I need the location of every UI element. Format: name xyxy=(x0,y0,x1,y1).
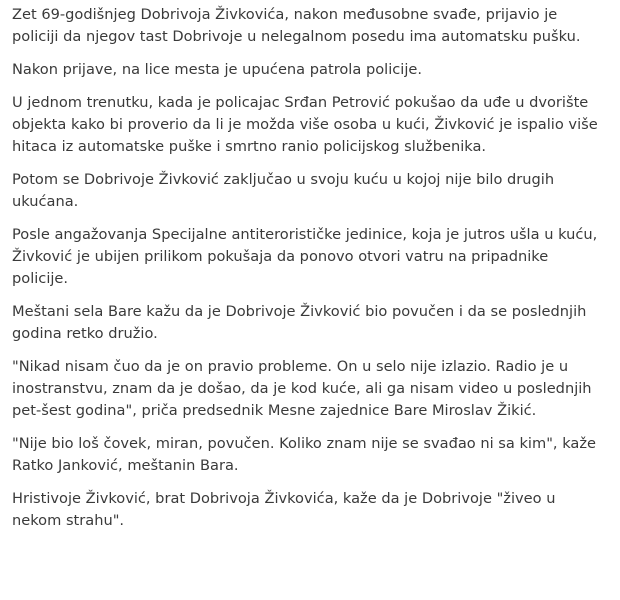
paragraph: Meštani sela Bare kažu da je Dobrivoje Živković bio povučen i da se poslednjih godina retko družio. xyxy=(12,303,587,342)
paragraph: Zet 69-godišnjeg Dobrivoja Živkovića, nakon međusobne svađe, prijavio je policiji da njegov tast Dobrivoje u nelegalnom posedu ima automatsku pušku. xyxy=(12,6,581,45)
paragraph: Posle angažovanja Specijalne antiterorističke jedinice, koja je jutros ušla u kuću, Živković je ubijen prilikom pokušaja da ponovo otvori vatru na pripadnike policije. xyxy=(12,226,598,287)
paragraph: Nakon prijave, na lice mesta je upućena patrola policije. xyxy=(12,61,422,78)
paragraph: Potom se Dobrivoje Živković zaključao u svoju kuću u kojoj nije bilo drugih ukućana. xyxy=(12,171,555,210)
paragraph: Hristivoje Živković, brat Dobrivoja Živkovića, kaže da je Dobrivoje "živeo u nekom strahu". xyxy=(12,490,556,529)
paragraph: U jednom trenutku, kada je policajac Srđan Petrović pokušao da uđe u dvorište objekta kako bi proverio da li je možda više osoba u kući, Živković je ispalio više hitaca iz automatske puške i smrtno ranio policijskog službenika. xyxy=(12,94,598,155)
paragraph: "Nikad nisam čuo da je on pravio probleme. On u selo nije izlazio. Radio je u inostranstvu, znam da je došao, da je kod kuće, ali ga nisam video u poslednjih pet-šest godina", priča predsednik Mesne zajednice Bare Miroslav Žikić. xyxy=(12,358,592,419)
paragraph: "Nije bio loš čovek, miran, povučen. Koliko znam nije se svađao ni sa kim", kaže Ratko Janković, meštanin Bara. xyxy=(12,435,596,474)
